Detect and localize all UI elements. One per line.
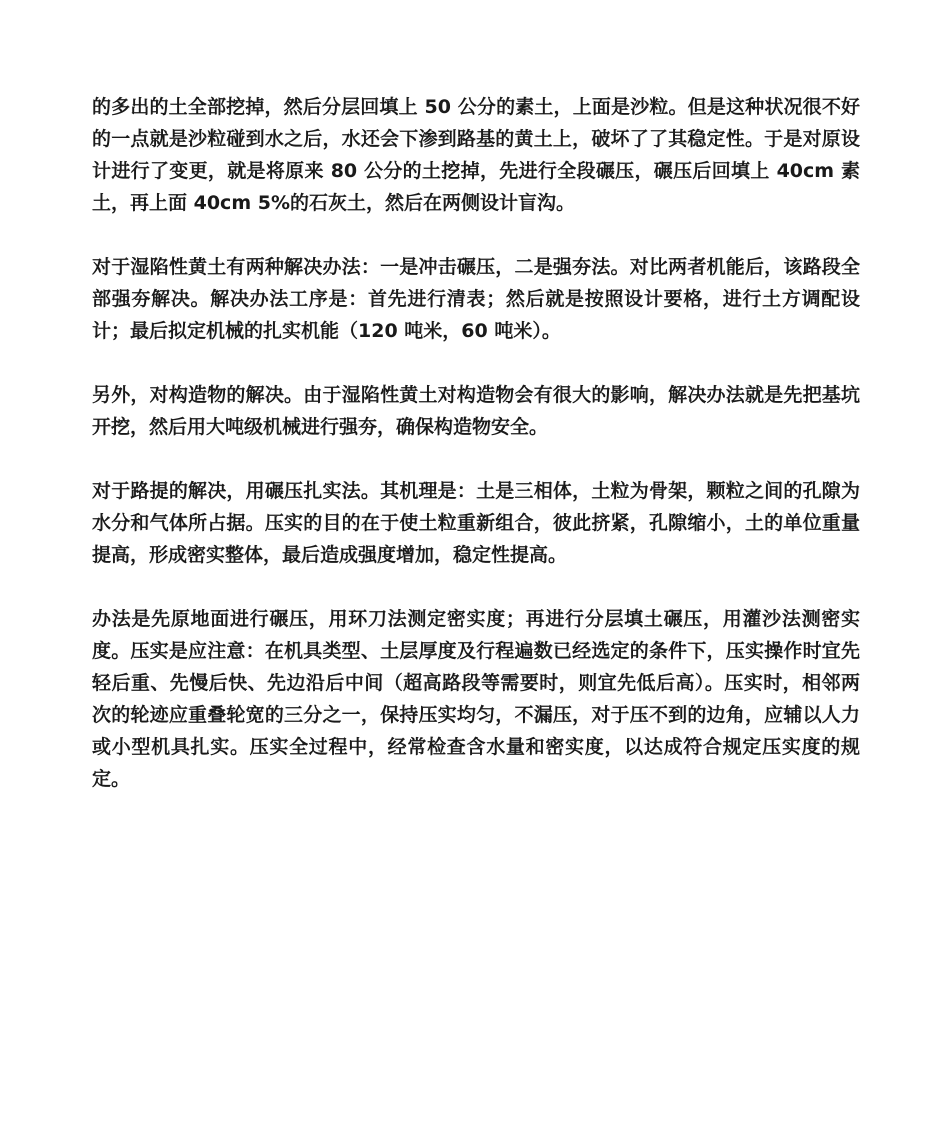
paragraph-embankment: 对于路提的解决，用碾压扎实法。其机理是：土是三相体，土粒为骨架，颗粒之间的孔隙为水分和气体所占据。压实的目的在于使土粒重新组合，彼此挤紧，孔隙缩小，土的单位重量提高，形成密实整体，最后造成强度增加，稳定性提高。 xyxy=(92,480,860,566)
paragraph-backfill: 的多出的土全部挖掉，然后分层回填上 50 公分的素土，上面是沙粒。但是这种状况很不好的一点就是沙粒碰到水之后，水还会下渗到路基的黄土上，破坏了了其稳定性。于是对原设计进行了变更，就是将原来 80 公分的土挖掉，先进行全段碾压，碾压后回填上 40cm 素土，再上面 40cm 5%的石灰土，然后在两侧设计盲沟。 xyxy=(92,96,860,214)
paragraph-structures: 另外，对构造物的解决。由于湿陷性黄土对构造物会有很大的影响，解决办法就是先把基坑开挖，然后用大吨级机械进行强夯，确保构造物安全。 xyxy=(92,384,860,438)
paragraph-compaction-method: 办法是先原地面进行碾压，用环刀法测定密实度；再进行分层填土碾压，用灌沙法测密实度。压实是应注意：在机具类型、土层厚度及行程遍数已经选定的条件下，压实操作时宜先轻后重、先慢后快、先边沿后中间（超高路段等需要时，则宜先低后高）。压实时，相邻两次的轮迹应重叠轮宽的三分之一，保持压实均匀，不漏压，对于压不到的边角，应辅以人力或小型机具扎实。压实全过程中，经常检查含水量和密实度，以达成符合规定压实度的规定。 xyxy=(92,608,860,790)
paragraph-collapsible-loess: 对于湿陷性黄土有两种解决办法：一是冲击碾压，二是强夯法。对比两者机能后，该路段全部强夯解决。解决办法工序是：首先进行清表；然后就是按照设计要格，进行土方调配设计；最后拟定机械的扎实机能（120 吨米，60 吨米）。 xyxy=(92,256,860,342)
document-body xyxy=(92,91,860,795)
